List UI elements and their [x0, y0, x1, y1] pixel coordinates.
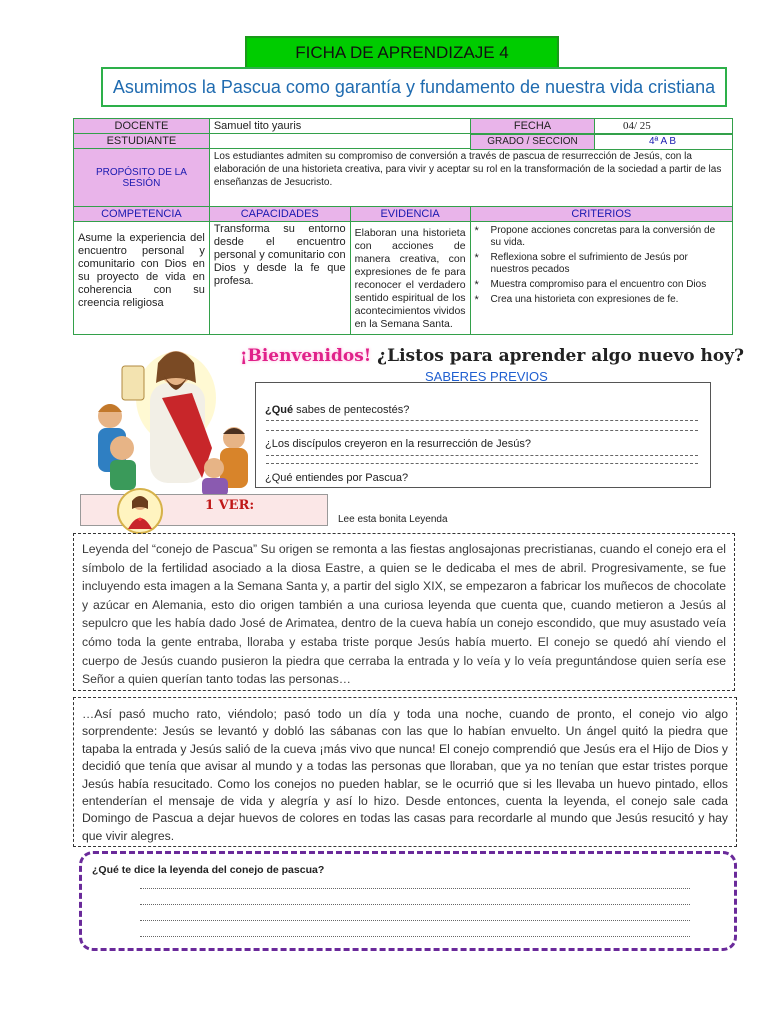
reflection-answer-line[interactable]: [140, 920, 690, 921]
saberes-previos-heading: SABERES PREVIOS: [425, 369, 548, 384]
docente-label: DOCENTE: [74, 119, 210, 134]
criterio-item: * Propone acciones concretas para la conversión de su vida.: [474, 225, 716, 248]
sacred-heart-medallion: [116, 487, 164, 535]
criterio-item: * Crea una historieta con expresiones de fe.: [474, 294, 679, 306]
question-3: ¿Qué entiendes por Pascua?: [265, 472, 409, 484]
proposito-text: [209, 149, 732, 207]
docente-value: Samuel tito yauris: [209, 119, 569, 134]
reflection-answer-line[interactable]: [140, 888, 690, 889]
capacidades-header: CAPACIDADES: [209, 207, 350, 222]
question-1: ¿Qué sabes de pentecostés?: [265, 404, 410, 416]
reflection-question: ¿Qué te dice la leyenda del conejo de pascua?: [92, 864, 325, 876]
evidencia-header: EVIDENCIA: [350, 207, 470, 222]
criterios-cell: [470, 222, 732, 335]
proposito-line-1: Los estudiantes admiten su compromiso de conversión a través de pascua de resurrección de Jesús, con la: [213, 151, 692, 162]
fecha-value[interactable]: 04/ 25: [594, 118, 733, 134]
answer-line-3[interactable]: [266, 455, 698, 456]
criterio-item: * Muestra compromiso para el encuentro con Dios: [474, 279, 707, 291]
proposito-label: PROPÓSITO DE LA SESIÓN: [74, 149, 210, 207]
reading-instruction: Lee esta bonita Leyenda: [338, 514, 448, 525]
welcome-heading: [240, 346, 744, 366]
reflection-answer-line[interactable]: [140, 904, 690, 905]
estudiante-label: ESTUDIANTE: [74, 134, 210, 149]
question-2: ¿Los discípulos creyeron en la resurrección de Jesús?: [265, 438, 531, 450]
reflection-answer-line[interactable]: [140, 936, 690, 937]
answer-line-4[interactable]: [266, 463, 698, 464]
proposito-line-2: elaboración de una historieta creativa, para vivir y aceptar su rol en la transformación de la sociedad a partir de las enseñanzas de Jesucristo.: [213, 164, 722, 188]
fecha-label: FECHA: [470, 118, 595, 134]
evidencia-cell: Elaboran una historieta con acciones de manera creativa, con expresiones de fe para reconocer el verdadero sentido espiritual de los acontecimientos vividos en la Semana Santa.: [350, 222, 470, 335]
welcome-question: ¿Listos para aprender algo nuevo hoy?: [371, 346, 745, 366]
answer-line-2[interactable]: [266, 430, 698, 431]
legend-paragraph-1: Leyenda del “conejo de Pascua” Su origen se remonta a las fiestas anglosajonas precristianas, cuando el conejo era el símbolo de la fertilidad asociado a la diosa Eastre, a quien se le dedicaba el mes de abril. Progresivamente, se fue incluyendo esta imagen a la Semana Santa y, a partir del siglo XIX, se empezaron a fabricar los muñecos de chocolate y azúcar en Alemania, esto dio origen también a una curiosa leyenda que cuenta que, cuando metieron a Jesús al sepulcro que les había dado José de Arimatea, dentro de la cueva había un conejo escondido, que muy asustado veía cómo toda la gente entraba, lloraba y estaba triste porque Jesús había muerto. El conejo se quedó ahí viendo el cuerpo de Jesús cuando pusieron la piedra que cerraba la entrada y lo veía y lo veía preguntándose quien sería ese Señor a quien querían tanto todas las personas…: [73, 533, 735, 691]
legend-paragraph-2: …Así pasó mucho rato, viéndolo; pasó todo un día y toda una noche, cuando de pronto, el conejo vio algo sorprendente: Jesús se levantó y dobló las sábanas con las que lo habían envuelto. Un ángel quitó la piedra que tapaba la entrada y Jesús salió de la cueva ¡más vivo que nunca! El conejo comprendió que Jesús era el Hijo de Dios y decidió que tenía que avisar al mundo y a todas las personas que lloraban, que ya no tenían que estar tristes porque Jesús había resucitado. Como los conejos no pueden hablar, se le ocurrió que si les llevaba un huevo pintado, ellos entenderían el mensaje de vida y alegría y así lo hizo. Desde entonces, cuenta la leyenda, el conejo sale cada Domingo de Pascua a dejar huevos de colores en todas las casas para recordarle al mundo que Jesús resucitó y hay que vivir alegres.: [73, 697, 737, 847]
grado-value[interactable]: 4ª A B: [594, 134, 733, 150]
competencia-header: COMPETENCIA: [74, 207, 210, 222]
session-info-table: [73, 118, 733, 335]
jesus-disciples-illustration: [92, 338, 252, 496]
worksheet-title: FICHA DE APRENDIZAJE 4: [245, 36, 559, 69]
ver-label: 1 VER:: [205, 498, 255, 513]
criterios-header: CRITERIOS: [470, 207, 732, 222]
worksheet-subtitle: Asumimos la Pascua como garantía y fundamento de nuestra vida cristiana: [101, 67, 727, 107]
criterio-item: * Reflexiona sobre el sufrimiento de Jesús por nuestros pecados: [474, 252, 688, 275]
capacidades-cell: Transforma su entorno desde el encuentro personal y comunitario con Dios y desde la fe que profesa.: [209, 222, 350, 335]
answer-line-1[interactable]: [266, 420, 698, 421]
grado-label: GRADO / SECCION: [470, 134, 595, 150]
competencia-cell: Asume la experiencia del encuentro personal y comunitario con Dios en su proyecto de vida en coherencia con su creencia religiosa: [74, 222, 210, 335]
welcome-word: ¡Bienvenidos!: [240, 346, 372, 366]
